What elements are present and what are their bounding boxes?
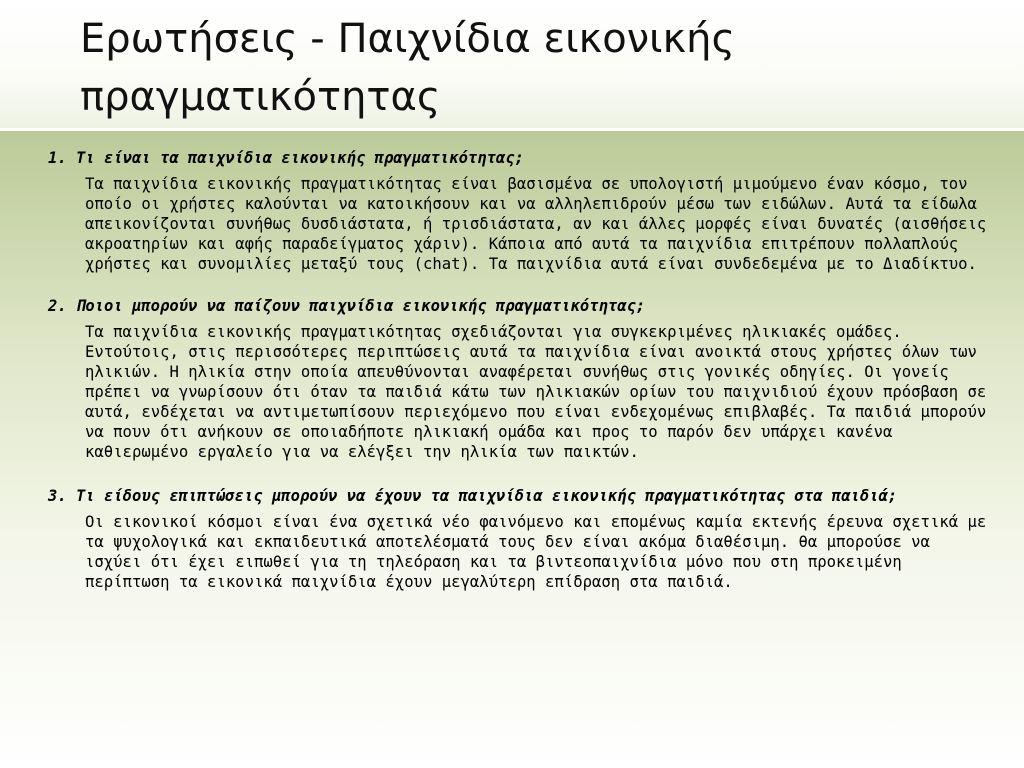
answer-2: Τα παιχνίδια εικονικής πραγματικότητας σχεδιάζονται για συγκεκριμένες ηλικιακές ομάδες. Εντούτοις, στις περισσότερες περιπτώσεις αυτά τα παιχνίδια είναι ανοικτά στους χρήστες όλων των ηλικιών. Η ηλικία στην οποία απευθύνονται αναφέρεται συνήθως στις γονικές οδηγίες. Οι γονείς πρέπει να γνωρίσουν ότι όταν τα παιδιά κάτω των ηλικιακών ορίων του παιχνιδιού έχουν πρόσβαση σε αυτά, ενδέχεται να αντιμετωπίσουν περιεχόμενο που είναι ενδεχομένως επιβλαβές. Τα παιδιά μπορούν να πουν ότι ανήκουν σε οποιαδήποτε ηλικιακή ομάδα και προς το παρόν δεν υπάρχει κανένα καθιερωμένο εργαλείο για να ελέγξει την ηλικία των παικτών. xyxy=(85,323,987,461)
slide-title: Ερωτήσεις - Παιχνίδια εικονικής πραγματικότητας xyxy=(80,16,735,120)
header-divider xyxy=(0,128,1024,131)
qa-item xyxy=(0,486,1024,592)
answer-1: Τα παιχνίδια εικονικής πραγματικότητας είναι βασισμένα σε υπολογιστή μιμούμενο έναν κόσμο, τον οποίο οι χρήστες καλούνται να κατοικήσουν και να αλληλεπιδρούν μέσω των ειδώλων. Αυτά τα είδωλα απεικονίζονται συνήθως δυσδιάστατα, ή τρισδιάστατα, αν και άλλες μορφές είναι δυνατές (αισθήσεις ακροατηρίων και αφής παραδείγματος χάριν). Κάποια από αυτά τα παιχνίδια επιτρέπουν πολλαπλούς χρήστες και συνομιλίες μεταξύ τους (chat). Τα παιχνίδια αυτά είναι συνδεδεμένα με το Διαδίκτυο. xyxy=(85,175,987,273)
qa-item xyxy=(0,296,1024,462)
question-2: 2. Ποιοι μπορούν να παίζουν παιχνίδια εικονικής πραγματικότητας; xyxy=(48,297,646,315)
question-1: 1. Τι είναι τα παιχνίδια εικονικής πραγματικότητας; xyxy=(48,149,524,167)
slide-content xyxy=(0,142,1024,592)
answer-3: Οι εικονικοί κόσμοι είναι ένα σχετικά νέο φαινόμενο και επομένως καμία εκτενής έρευνα σχετικά με τα ψυχολογικά και εκπαιδευτικά αποτελέσματά τους δεν είναι ακόμα διαθέσιμη. θα μπορούσε να ισχύει ότι έχει ειπωθεί για τη τηλεόραση και τα βιντεοπαιχνίδια μόνο που στη προκειμένη περίπτωση τα εικονικά παιχνίδια έχουν μεγαλύτερη επίδραση στα παιδιά. xyxy=(85,513,987,591)
slide-header xyxy=(0,0,1024,128)
question-3: 3. Τι είδους επιπτώσεις μπορούν να έχουν τα παιχνίδια εικονικής πραγματικότητας στα παιδιά; xyxy=(48,487,898,505)
qa-item xyxy=(0,148,1024,274)
